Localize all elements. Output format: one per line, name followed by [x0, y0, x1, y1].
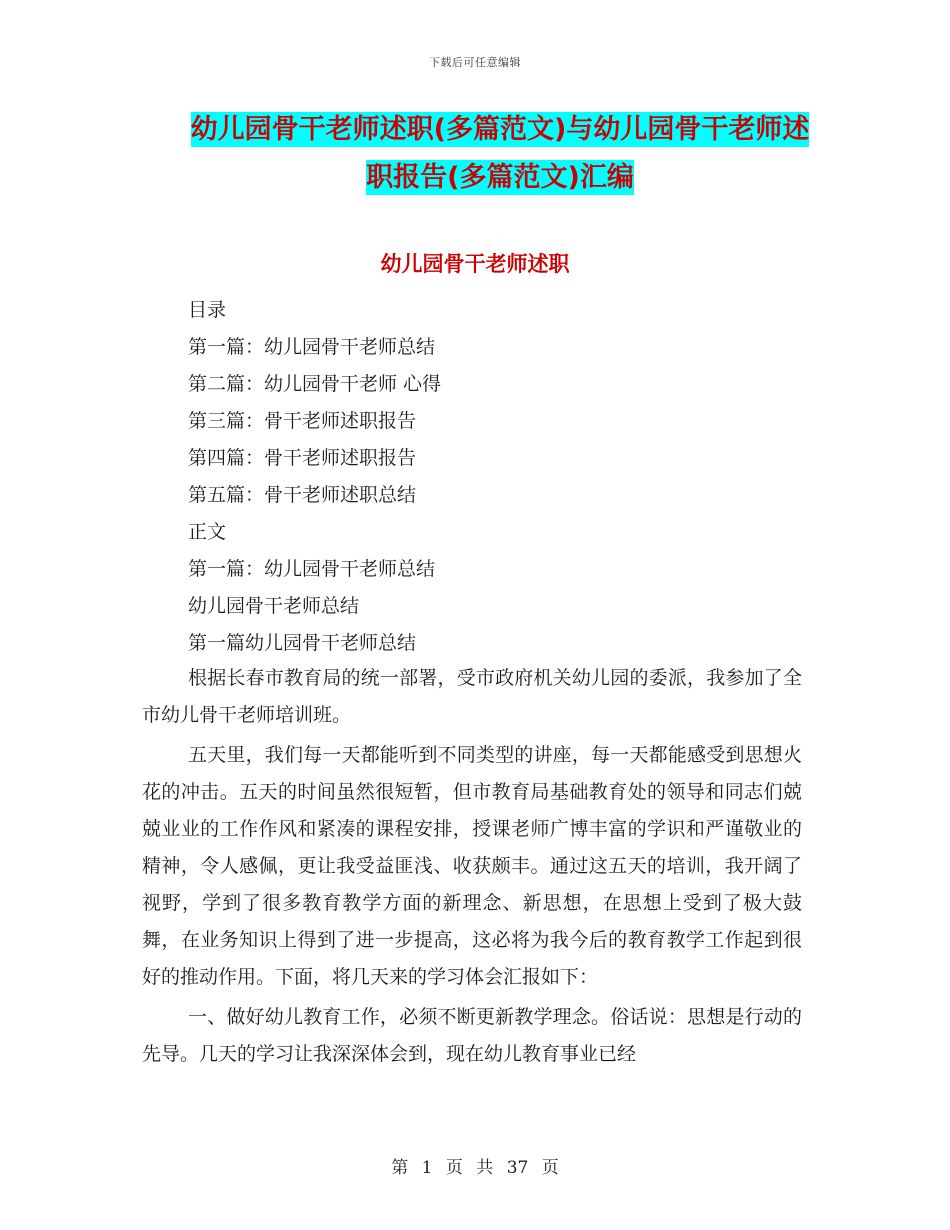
toc-heading: 目录 — [188, 299, 227, 321]
page-footer: 第 1 页 共 37 页 — [391, 1158, 559, 1178]
paragraph: 五天里，我们每一天都能听到不同类型的讲座，每一天都能感受到思想火花的冲击。五天的时间虽然很短暂，但市教育局基础教育处的领导和同志们兢兢业业的工作作风和紧凑的课程安排，授课老师广博丰富的学识和严谨敬业的精神，令人感佩，更让我受益匪浅、收获颇丰。通过这五天的培训，我开阔了视野，学到了很多教育教学方面的新理念、新思想，在思想上受到了极大鼓舞，在业务知识上得到了进一步提高，这必将为我今后的教育教学工作起到很好的推动作用。下面，将几天来的学习体会汇报如下： — [142, 744, 802, 988]
document-title — [140, 106, 860, 202]
paragraph: 一、做好幼儿教育工作，必须不断更新教学理念。俗话说：思想是行动的先导。几天的学习让我深深体会到，现在幼儿教育事业已经 — [142, 1006, 802, 1065]
section-title: 幼儿园骨干老师述职 — [380, 252, 570, 276]
header-note: 下载后可任意编辑 — [429, 56, 521, 69]
toc-item: 第四篇：骨干老师述职报告 — [188, 447, 417, 469]
document-title-line-2: 职报告(多篇范文)汇编 — [366, 162, 634, 193]
toc-item: 第五篇：骨干老师述职总结 — [188, 484, 417, 506]
subheading: 第一篇幼儿园骨干老师总结 — [188, 632, 417, 654]
subheading: 幼儿园骨干老师总结 — [188, 595, 360, 617]
body-heading: 正文 — [188, 521, 227, 543]
toc-item: 第二篇：幼儿园骨干老师 心得 — [188, 373, 442, 395]
table-of-contents — [188, 292, 441, 662]
document-title-line-1: 幼儿园骨干老师述职(多篇范文)与幼儿园骨干老师述 — [190, 114, 810, 145]
chapter-heading: 第一篇：幼儿园骨干老师总结 — [188, 558, 436, 580]
toc-item: 第一篇：幼儿园骨干老师总结 — [188, 336, 436, 358]
body-text — [142, 660, 802, 1076]
paragraph: 根据长春市教育局的统一部署，受市政府机关幼儿园的委派，我参加了全市幼儿骨干老师培训班。 — [142, 667, 802, 726]
toc-item: 第三篇：骨干老师述职报告 — [188, 410, 417, 432]
